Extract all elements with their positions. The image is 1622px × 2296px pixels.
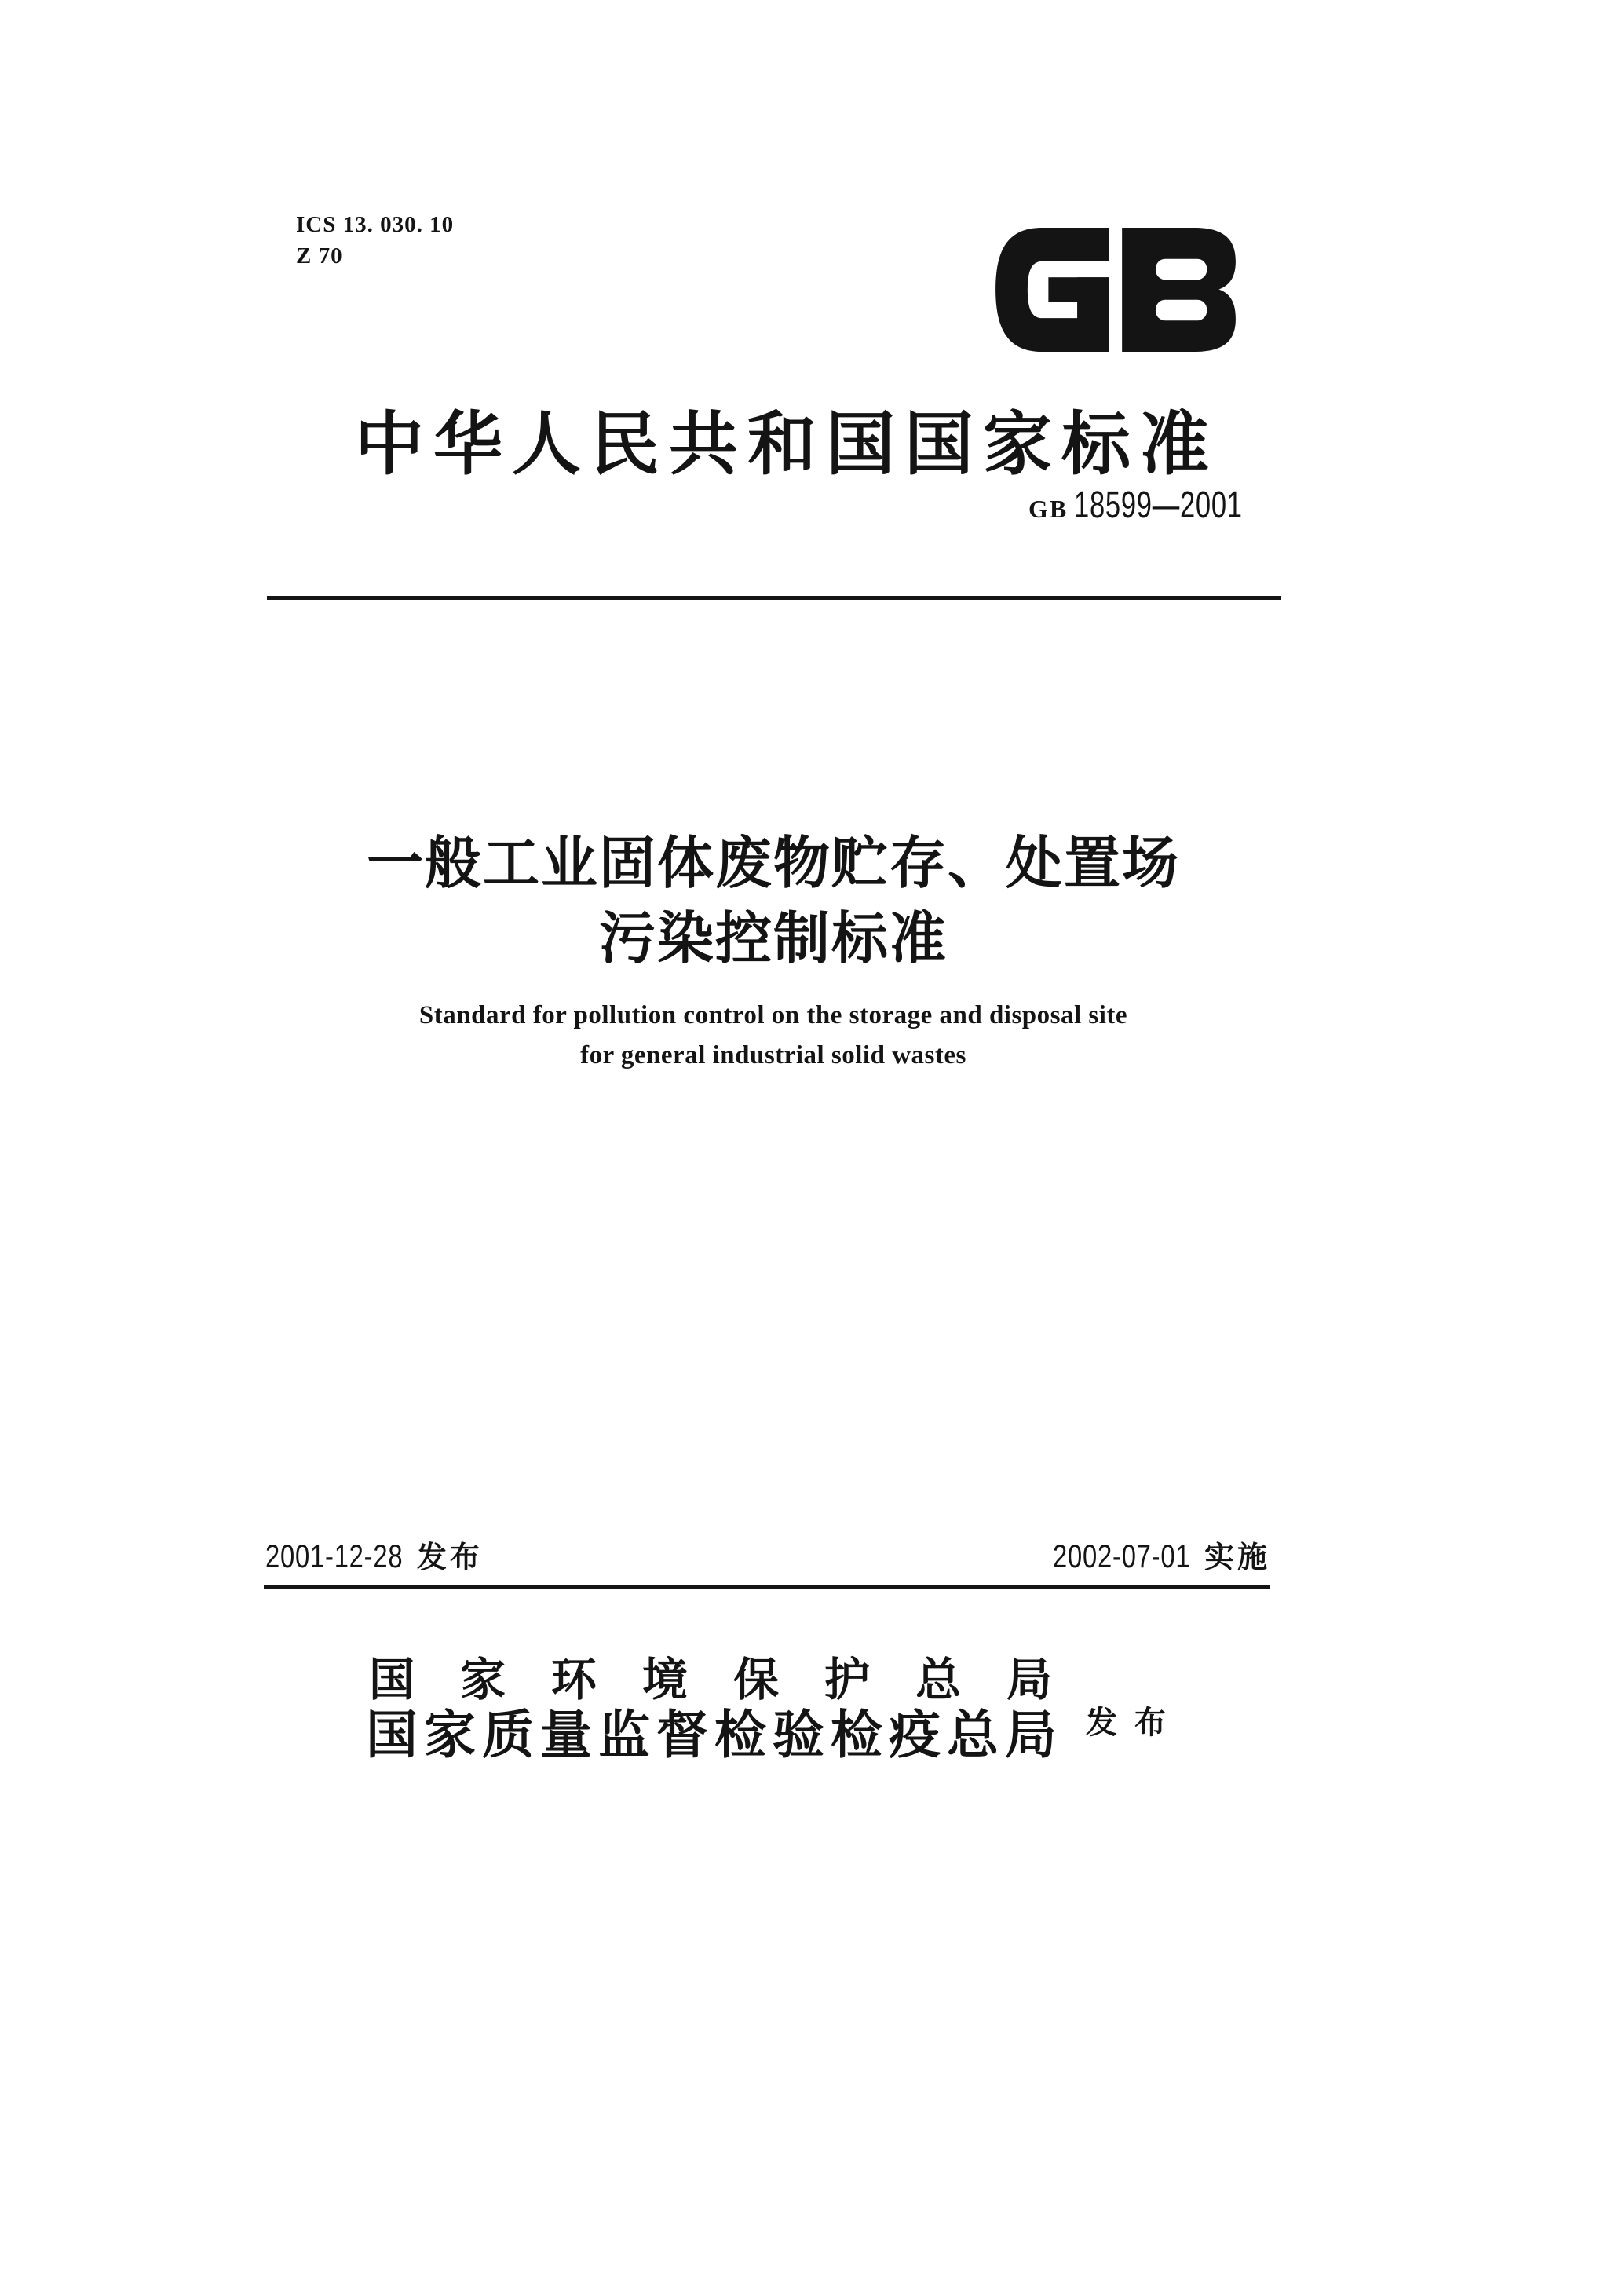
class-code: Z 70 xyxy=(296,243,343,269)
standard-title-en-line2: for general industrial solid wastes xyxy=(580,1041,966,1069)
horizontal-rule-bottom xyxy=(264,1585,1270,1589)
issuer-agency-1: 国家环境保护总局 xyxy=(369,1654,1098,1706)
ics-code: ICS 13. 030. 10 xyxy=(296,212,455,237)
ics-code-block xyxy=(296,209,454,272)
dates-row xyxy=(265,1533,1270,1576)
standard-title-en xyxy=(199,996,1347,1076)
publish-label: 发布 xyxy=(1086,1705,1183,1740)
standard-number xyxy=(1028,484,1309,527)
gb-logo-graphic xyxy=(995,228,1236,352)
national-standard-heading: 中华人民共和国国家标准 xyxy=(355,408,1219,484)
implement-date-group xyxy=(1053,1533,1270,1576)
issue-date-group xyxy=(265,1533,483,1576)
standard-title-zh-line2: 污染控制标准 xyxy=(598,908,948,971)
horizontal-rule-top xyxy=(267,596,1281,600)
standard-title-en-line1: Standard for pollution control on the storage and disposal site xyxy=(418,1001,1128,1029)
issue-date-label: 发布 xyxy=(416,1541,483,1574)
issuer-agency-2: 国家质量监督检验检疫总局 xyxy=(366,1707,1063,1764)
implement-date: 2002-07-01 xyxy=(1053,1537,1191,1574)
standard-title-zh xyxy=(199,826,1347,977)
standard-title-zh-line1: 一般工业固体废物贮存、处置场 xyxy=(366,832,1180,895)
standard-number-prefix: GB xyxy=(1028,495,1069,523)
standard-number-digits: 18599—2001 xyxy=(1074,484,1243,526)
implement-date-label: 实施 xyxy=(1204,1541,1270,1574)
gb-logo xyxy=(995,228,1236,352)
issue-date: 2001-12-28 xyxy=(265,1537,404,1574)
